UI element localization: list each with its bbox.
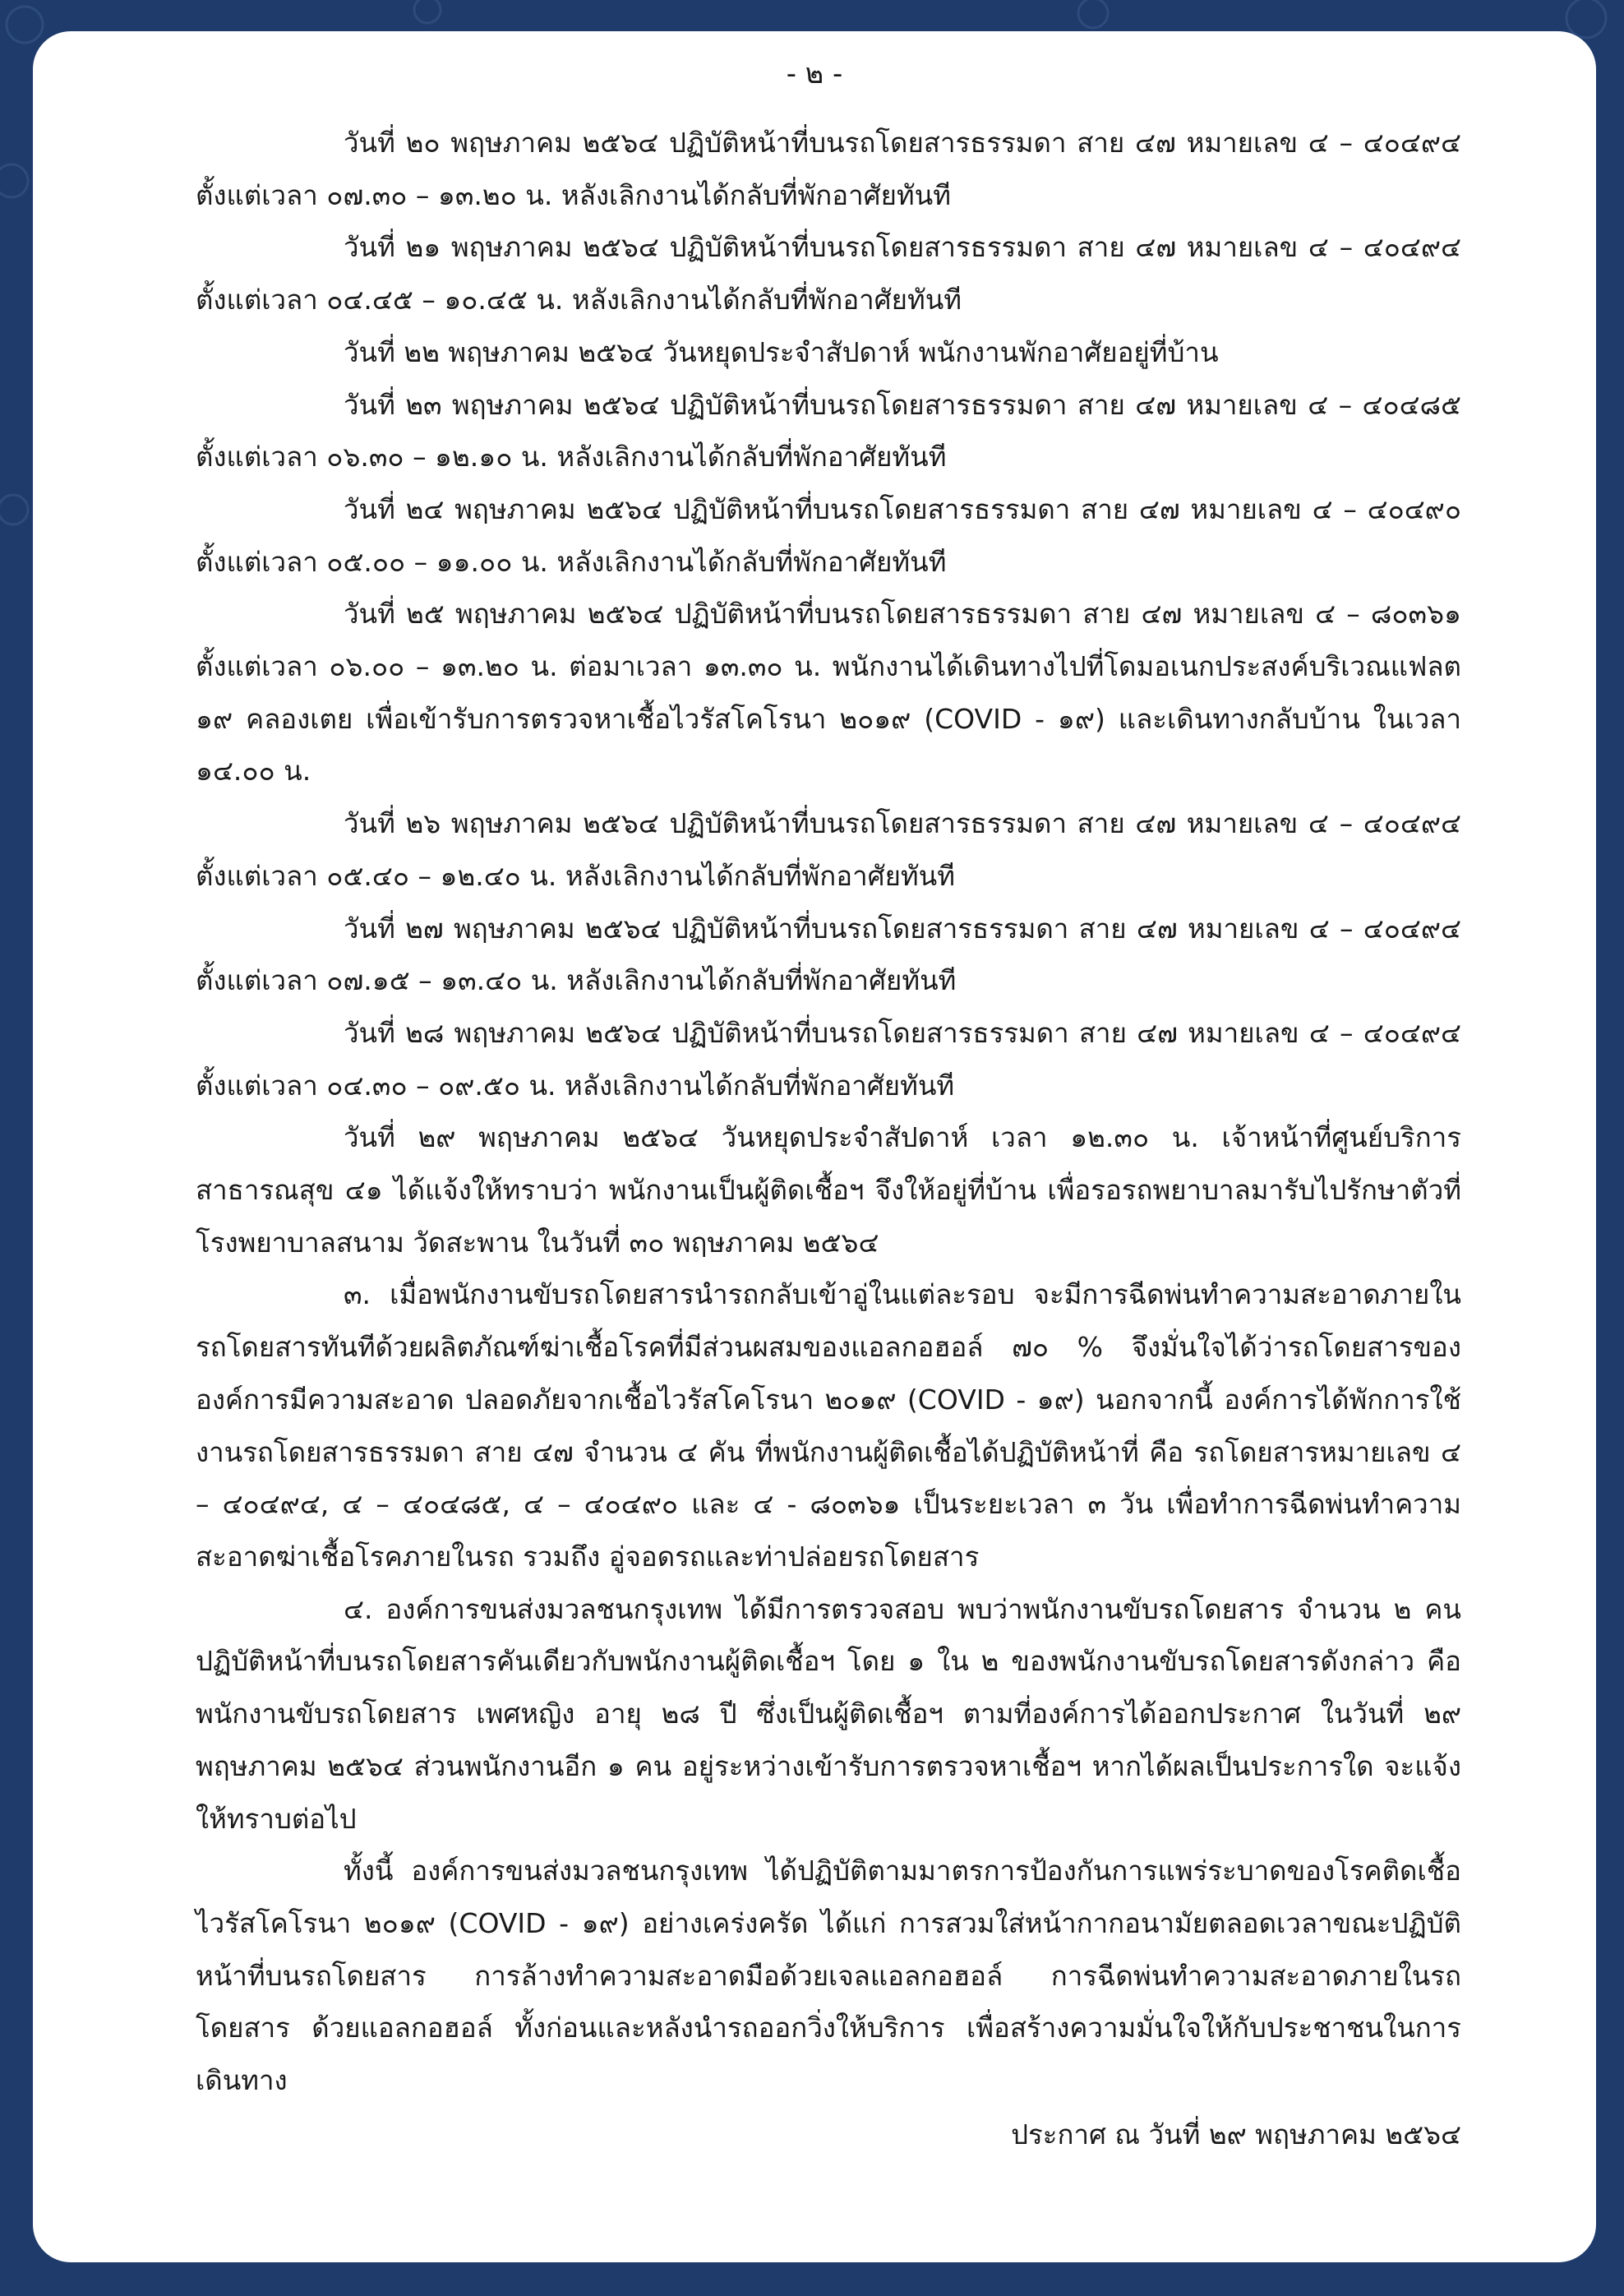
- virus-decor-icon: [7, 7, 43, 43]
- paragraph-item-3: ๓. เมื่อพนักงานขับรถโดยสารนำรถกลับเข้าอู่ในแต่ละรอบ จะมีการฉีดพ่นทำความสะอาดภายในรถโดยสารทันทีด้วยผลิตภัณฑ์ฆ่าเชื้อโรคที่มีส่วนผสมของแอลกอฮอล์ ๗๐ % จึงมั่นใจได้ว่ารถโดยสารขององค์การมีความสะอาด ปลอดภัยจากเชื้อไวรัสโคโรนา ๒๐๑๙ (COVID - ๑๙) นอกจากนี้ องค์การได้พักการใช้งานรถโดยสารธรรมดา สาย ๔๗ จำนวน ๔ คัน ที่พนักงานผู้ติดเชื้อได้ปฏิบัติหน้าที่ คือ รถโดยสารหมายเลข ๔ – ๔๐๔๙๔, ๔ – ๔๐๔๘๕, ๔ – ๔๐๔๙๐ และ ๔ - ๘๐๓๖๑ เป็นระยะเวลา ๓ วัน เพื่อทำการฉีดพ่นทำความสะอาดฆ่าเชื้อโรคภายในรถ รวมถึง อู่จอดรถและท่าปล่อยรถโดยสาร: [196, 1278, 1461, 1573]
- paragraph-conclusion: ทั้งนี้ องค์การขนส่งมวลชนกรุงเทพ ได้ปฏิบัติตามมาตรการป้องกันการแพร่ระบาดของโรคติดเชื้อไวรัสโคโรนา ๒๐๑๙ (COVID - ๑๙) อย่างเคร่งครัด ได้แก่ การสวมใส่หน้ากากอนามัยตลอดเวลาขณะปฏิบัติหน้าที่บนรถโดยสาร การล้างทำความสะอาดมือด้วยเจลแอลกอฮอล์ การฉีดพ่นทำความสะอาดภายในรถโดยสาร ด้วยแอลกอฮอล์ ทั้งก่อนและหลังนำรถออกวิ่งให้บริการ เพื่อสร้างความมั่นใจให้กับประชาชนในการเดินทาง: [196, 1855, 1461, 2097]
- virus-decor-icon: [0, 495, 28, 524]
- virus-decor-icon: [1078, 0, 1108, 28]
- paragraph-may-29: วันที่ ๒๙ พฤษภาคม ๒๕๖๔ วันหยุดประจำสัปดาห์ เวลา ๑๒.๓๐ น. เจ้าหน้าที่ศูนย์บริการสาธารณสุข ๔๑ ได้แจ้งให้ทราบว่า พนักงานเป็นผู้ติดเชื้อฯ จึงให้อยู่ที่บ้าน เพื่อรอรถพยาบาลมารับไปรักษาตัวที่โรงพยาบาลสนาม วัดสะพาน ในวันที่ ๓๐ พฤษภาคม ๒๕๖๔: [196, 1121, 1461, 1259]
- paragraph-may-27: วันที่ ๒๗ พฤษภาคม ๒๕๖๔ ปฏิบัติหน้าที่บนรถโดยสารธรรมดา สาย ๔๗ หมายเลข ๔ – ๔๐๔๙๔ ตั้งแต่เวลา ๐๗.๑๕ – ๑๓.๔๐ น. หลังเลิกงานได้กลับที่พักอาศัยทันที: [196, 912, 1461, 997]
- paragraph-may-21: วันที่ ๒๑ พฤษภาคม ๒๕๖๔ ปฏิบัติหน้าที่บนรถโดยสารธรรมดา สาย ๔๗ หมายเลข ๔ – ๔๐๔๙๔ ตั้งแต่เวลา ๐๔.๔๕ – ๑๐.๔๕ น. หลังเลิกงานได้กลับที่พักอาศัยทันที: [196, 231, 1461, 316]
- document-body: [196, 117, 1461, 2107]
- announcement-date: ประกาศ ณ วันที่ ๒๙ พฤษภาคม ๒๕๖๔: [1011, 2118, 1461, 2150]
- virus-decor-icon: [414, 0, 441, 23]
- paragraph-may-23: วันที่ ๒๓ พฤษภาคม ๒๕๖๔ ปฏิบัติหน้าที่บนรถโดยสารธรรมดา สาย ๔๗ หมายเลข ๔ – ๔๐๔๘๕ ตั้งแต่เวลา ๐๖.๓๐ – ๑๒.๑๐ น. หลังเลิกงานได้กลับที่พักอาศัยทันที: [196, 388, 1461, 474]
- paragraph-may-28: วันที่ ๒๘ พฤษภาคม ๒๕๖๔ ปฏิบัติหน้าที่บนรถโดยสารธรรมดา สาย ๔๗ หมายเลข ๔ – ๔๐๔๙๔ ตั้งแต่เวลา ๐๔.๓๐ – ๐๙.๕๐ น. หลังเลิกงานได้กลับที่พักอาศัยทันที: [196, 1016, 1461, 1102]
- virus-decor-icon: [1566, 0, 1606, 38]
- paragraph-may-22: วันที่ ๒๒ พฤษภาคม ๒๕๖๔ วันหยุดประจำสัปดาห์ พนักงานพักอาศัยอยู่ที่บ้าน: [344, 335, 1219, 368]
- page-number: - ๒ -: [786, 58, 843, 90]
- paragraph-may-24: วันที่ ๒๔ พฤษภาคม ๒๕๖๔ ปฏิบัติหน้าที่บนรถโดยสารธรรมดา สาย ๔๗ หมายเลข ๔ – ๔๐๔๙๐ ตั้งแต่เวลา ๐๕.๐๐ – ๑๑.๐๐ น. หลังเลิกงานได้กลับที่พักอาศัยทันที: [196, 492, 1461, 578]
- paragraph-item-4: ๔. องค์การขนส่งมวลชนกรุงเทพ ได้มีการตรวจสอบ พบว่าพนักงานขับรถโดยสาร จำนวน ๒ คน ปฏิบัติหน้าที่บนรถโดยสารคันเดียวกับพนักงานผู้ติดเชื้อฯ โดย ๑ ใน ๒ ของพนักงานขับรถโดยสารดังกล่าว คือ พนักงานขับรถโดยสาร เพศหญิง อายุ ๒๘ ปี ซึ่งเป็นผู้ติดเชื้อฯ ตามที่องค์การได้ออกประกาศ ในวันที่ ๒๙ พฤษภาคม ๒๕๖๔ ส่วนพนักงานอีก ๑ คน อยู่ระหว่างเข้ารับการตรวจหาเชื้อฯ หากได้ผลเป็นประการใด จะแจ้งให้ทราบต่อไป: [196, 1592, 1461, 1835]
- paragraph-may-25: วันที่ ๒๕ พฤษภาคม ๒๕๖๔ ปฏิบัติหน้าที่บนรถโดยสารธรรมดา สาย ๔๗ หมายเลข ๔ – ๘๐๓๖๑ ตั้งแต่เวลา ๐๖.๐๐ – ๑๓.๒๐ น. ต่อมาเวลา ๑๓.๓๐ น. พนักงานได้เดินทางไปที่โดมอเนกประสงค์บริเวณแฟลต ๑๙ คลองเตย เพื่อเข้ารับการตรวจหาเชื้อไวรัสโคโรนา ๒๐๑๙ (COVID - ๑๙) และเดินทางกลับบ้าน ในเวลา ๑๔.๐๐ น.: [196, 598, 1461, 788]
- paragraph-may-26: วันที่ ๒๖ พฤษภาคม ๒๕๖๔ ปฏิบัติหน้าที่บนรถโดยสารธรรมดา สาย ๔๗ หมายเลข ๔ – ๔๐๔๙๔ ตั้งแต่เวลา ๐๕.๔๐ – ๑๒.๔๐ น. หลังเลิกงานได้กลับที่พักอาศัยทันที: [196, 807, 1461, 892]
- virus-decor-icon: [0, 164, 28, 197]
- document-page: [33, 31, 1596, 2262]
- paragraph-may-20: วันที่ ๒๐ พฤษภาคม ๒๕๖๔ ปฏิบัติหน้าที่บนรถโดยสารธรรมดา สาย ๔๗ หมายเลข ๔ – ๔๐๔๙๔ ตั้งแต่เวลา ๐๗.๓๐ – ๑๓.๒๐ น. หลังเลิกงานได้กลับที่พักอาศัยทันที: [196, 127, 1461, 211]
